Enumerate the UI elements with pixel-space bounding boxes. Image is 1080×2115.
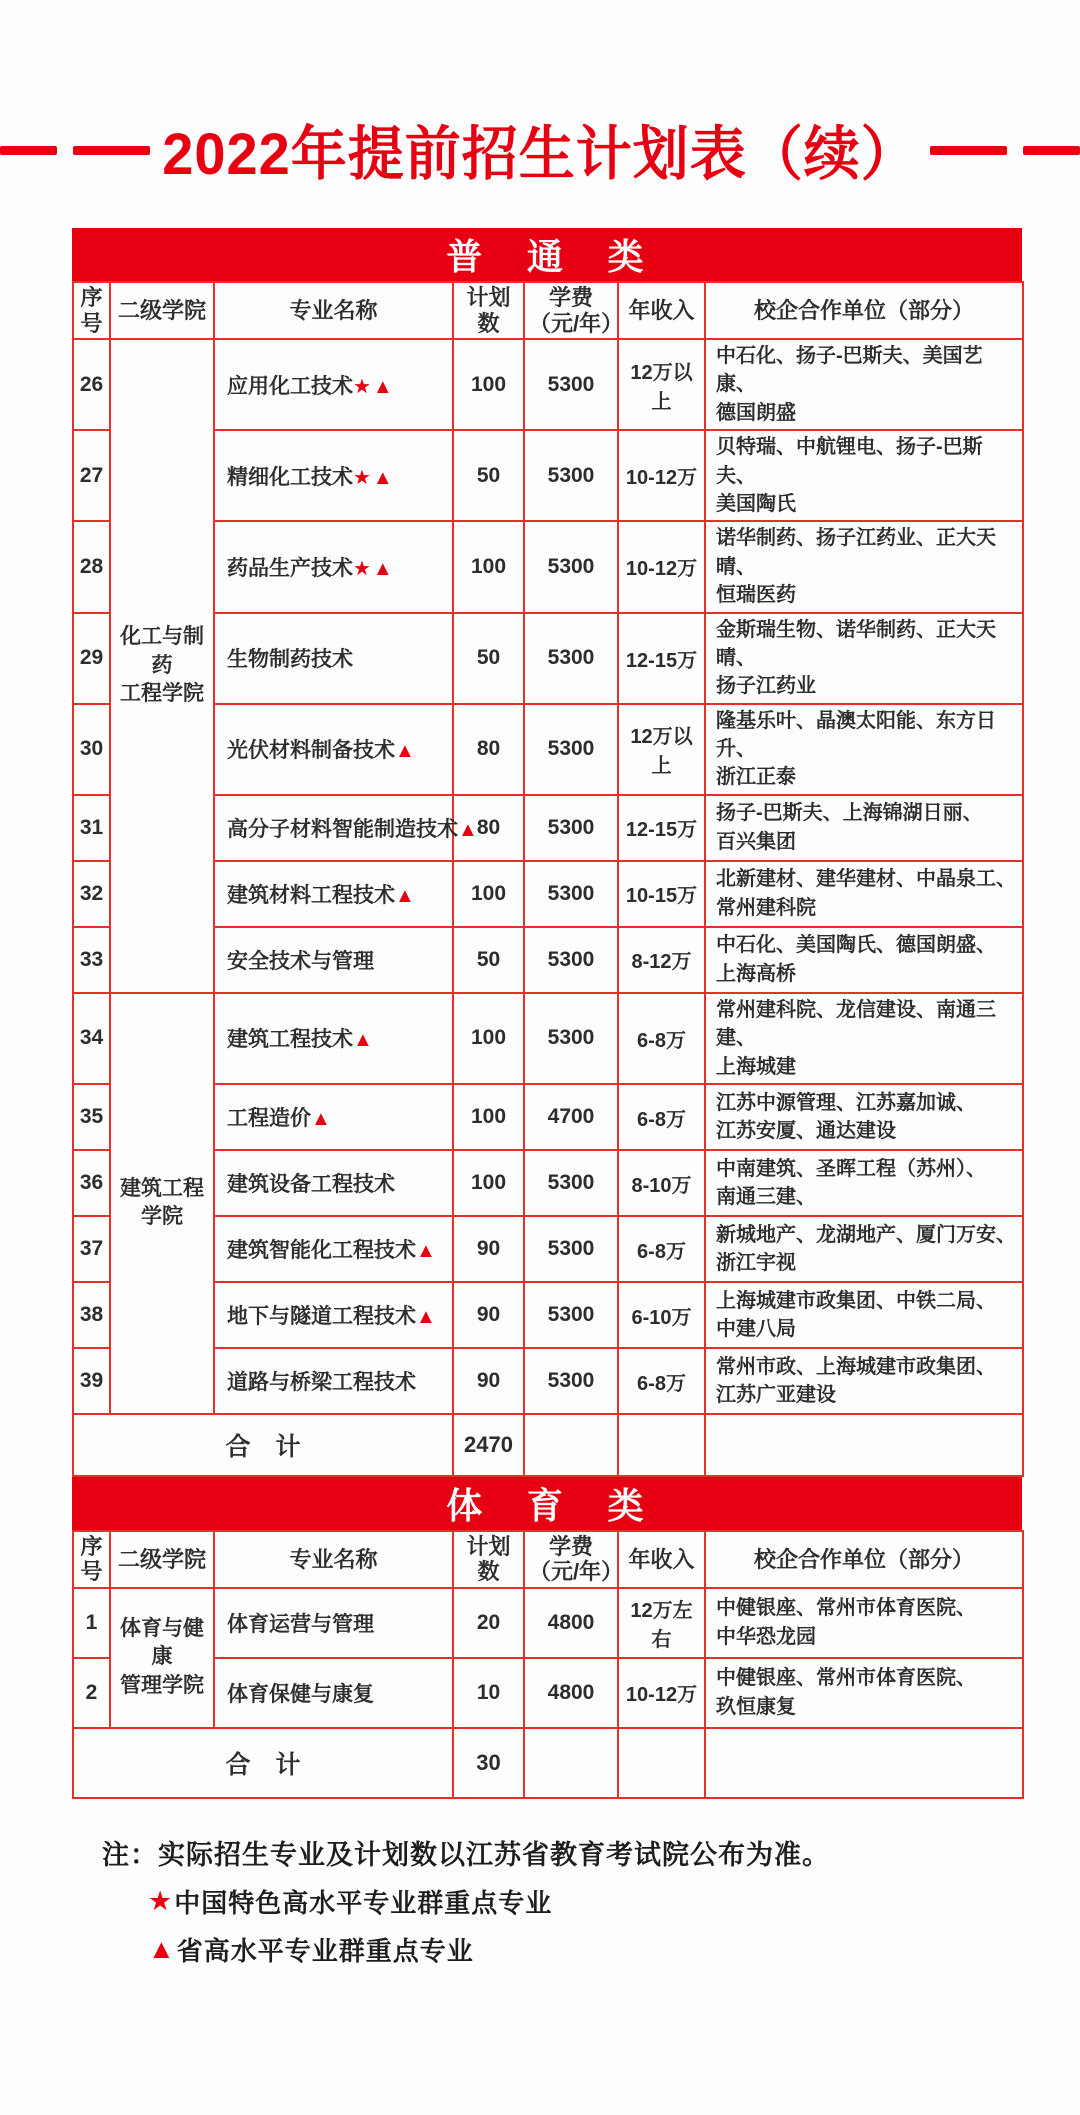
column-header-line: 校企合作单位（部分） xyxy=(753,1546,974,1572)
major-name: 精细化工技术 xyxy=(227,465,353,489)
title-dash-left-outer xyxy=(0,146,57,155)
major-key-marks: ▲ xyxy=(395,740,417,763)
major-cell xyxy=(214,521,453,612)
college-cell xyxy=(110,339,214,993)
income-cell: 12-15万 xyxy=(618,613,705,704)
major-name: 体育保健与康复 xyxy=(227,1682,374,1706)
column-header xyxy=(618,282,705,339)
major-name: 建筑设备工程技术 xyxy=(227,1173,395,1197)
tuition-cell: 4700 xyxy=(524,1084,618,1150)
major-key-marks: ▲ xyxy=(395,884,417,907)
table-row xyxy=(73,1216,1023,1282)
income-cell: 6-8万 xyxy=(618,1216,705,1282)
major-name: 高分子材料智能制造技术 xyxy=(227,817,458,841)
plan-cell: 50 xyxy=(453,927,524,993)
column-header-line: 校企合作单位（部分） xyxy=(753,297,974,323)
plan-cell: 80 xyxy=(453,704,524,795)
tuition-cell: 5300 xyxy=(524,1216,618,1282)
major-cell xyxy=(214,1150,453,1216)
partners-line: 中健银座、常州市体育医院、 xyxy=(716,1667,976,1690)
triangle-icon: ▲ xyxy=(148,1933,175,1964)
column-header-line: 序号 xyxy=(80,285,103,336)
major-name: 工程造价 xyxy=(227,1107,311,1131)
tuition-cell: 5300 xyxy=(524,521,618,612)
income-cell: 8-10万 xyxy=(618,1150,705,1216)
partners-line: 恒瑞医药 xyxy=(716,584,796,607)
tuition-cell: 4800 xyxy=(524,1588,618,1658)
column-header xyxy=(524,282,624,339)
plan-cell: 50 xyxy=(453,430,524,521)
partners-cell xyxy=(705,993,1023,1084)
partners-line: 中石化、扬子-巴斯夫、美国艺康、 xyxy=(716,345,983,396)
total-label-cell: 合 计 xyxy=(73,1414,453,1476)
partners-line: 上海城建 xyxy=(716,1055,796,1078)
column-header-line: （元/年） xyxy=(529,1559,624,1585)
tuition-cell: 4800 xyxy=(524,1658,618,1728)
partners-cell xyxy=(705,613,1023,704)
column-header-line: 二级学院 xyxy=(117,1546,206,1572)
plan-cell: 100 xyxy=(453,993,524,1084)
partners-cell xyxy=(705,704,1023,795)
partners-line: 常州市政、上海城建市政集团、 xyxy=(716,1355,996,1378)
column-header xyxy=(705,282,1023,339)
title-dash-left-inner xyxy=(73,146,150,155)
partners-line: 中健银座、常州市体育医院、 xyxy=(716,1597,976,1620)
partners-cell xyxy=(705,430,1023,521)
total-row xyxy=(73,1728,1023,1798)
partners-line: 扬子江药业 xyxy=(716,675,816,698)
seq-cell: 30 xyxy=(73,704,110,795)
college-line: 工程学院 xyxy=(120,682,204,706)
title-dash-right-outer xyxy=(1023,146,1080,155)
major-key-marks: ▲ xyxy=(353,1029,375,1052)
plan-cell: 90 xyxy=(453,1216,524,1282)
plan-cell: 100 xyxy=(453,861,524,927)
partners-line: 浙江正泰 xyxy=(716,766,796,789)
seq-cell: 39 xyxy=(73,1348,110,1414)
seq-cell: 36 xyxy=(73,1150,110,1216)
major-cell xyxy=(214,795,480,861)
tuition-cell: 5300 xyxy=(524,993,618,1084)
tuition-cell: 5300 xyxy=(524,339,618,430)
partners-line: 中南建筑、圣晖工程（苏州）、 xyxy=(716,1157,986,1180)
table-row xyxy=(73,1150,1023,1216)
plan-cell: 50 xyxy=(453,613,524,704)
major-name: 建筑工程技术 xyxy=(227,1028,353,1052)
column-header xyxy=(705,1531,1023,1588)
table-body xyxy=(73,1588,1023,1798)
college-line: 体育与健康 xyxy=(120,1617,204,1669)
major-key-marks: ▲ xyxy=(458,818,480,841)
table-row xyxy=(73,704,1023,795)
major-name: 药品生产技术 xyxy=(227,556,353,580)
major-cell xyxy=(214,861,453,927)
table-row xyxy=(73,1282,1023,1348)
major-name: 生物制药技术 xyxy=(227,648,353,672)
partners-line: 百兴集团 xyxy=(716,830,796,853)
major-cell xyxy=(214,339,453,430)
income-cell: 6-10万 xyxy=(618,1282,705,1348)
partners-cell xyxy=(705,1658,1023,1728)
major-key-marks: ★▲ xyxy=(353,466,395,489)
partners-line: 北新建材、建华建材、中晶泉工、 xyxy=(716,868,1016,891)
college-cell xyxy=(110,1588,214,1728)
table-row xyxy=(73,339,1023,430)
income-cell: 10-12万 xyxy=(618,521,705,612)
plan-cell: 100 xyxy=(453,521,524,612)
partners-line: 常州建科院、龙信建设、南通三建、 xyxy=(716,998,996,1050)
empty-cell xyxy=(618,1728,705,1798)
partners-line: 隆基乐叶、晶澳太阳能、东方日升、 xyxy=(716,709,996,761)
college-line: 化工与制药 xyxy=(120,625,204,677)
empty-cell xyxy=(705,1728,1023,1798)
partners-line: 江苏广亚建设 xyxy=(716,1384,836,1407)
column-header xyxy=(73,282,110,339)
major-name: 建筑材料工程技术 xyxy=(227,883,395,907)
partners-line: 南通三建、 xyxy=(716,1186,816,1209)
partners-cell xyxy=(705,1216,1023,1282)
note-triangle-legend: 省高水平专业群重点专业 xyxy=(176,1935,474,1966)
partners-cell xyxy=(705,927,1023,993)
column-header-line: 计划数 xyxy=(466,1534,511,1585)
column-header xyxy=(524,1531,624,1588)
partners-cell xyxy=(705,1588,1023,1658)
empty-cell xyxy=(524,1728,618,1798)
partners-cell xyxy=(705,795,1023,861)
major-cell xyxy=(214,1348,453,1414)
table-row xyxy=(73,1348,1023,1414)
major-cell xyxy=(214,1084,453,1150)
column-header xyxy=(214,1531,453,1588)
column-header-line: 学费 xyxy=(548,285,593,311)
header-row xyxy=(73,282,1023,339)
column-header xyxy=(453,282,524,339)
income-cell: 6-8万 xyxy=(618,1348,705,1414)
partners-cell xyxy=(705,861,1023,927)
footer-notes xyxy=(102,1833,1080,1968)
seq-cell: 37 xyxy=(73,1216,110,1282)
table-row xyxy=(73,1084,1023,1150)
column-header-line: 年收入 xyxy=(628,1546,695,1572)
tuition-cell: 5300 xyxy=(524,704,618,795)
table-row xyxy=(73,795,1023,861)
column-header xyxy=(110,1531,214,1588)
major-cell xyxy=(214,927,453,993)
total-value-cell: 2470 xyxy=(453,1414,524,1476)
college-cell xyxy=(110,993,214,1414)
partners-line: 江苏安厦、通达建设 xyxy=(716,1120,896,1143)
seq-cell: 28 xyxy=(73,521,110,612)
plan-cell: 100 xyxy=(453,1084,524,1150)
income-cell: 10-15万 xyxy=(618,861,705,927)
normal-category-table xyxy=(72,281,1024,1477)
sports-category-table xyxy=(72,1530,1024,1799)
partners-line: 中建八局 xyxy=(716,1318,796,1341)
table-row xyxy=(73,861,1023,927)
plan-cell: 90 xyxy=(453,1282,524,1348)
major-cell xyxy=(214,1282,453,1348)
partners-cell xyxy=(705,1282,1023,1348)
table-row xyxy=(73,1588,1023,1658)
seq-cell: 1 xyxy=(73,1588,110,1658)
column-header-line: 专业名称 xyxy=(289,297,378,323)
seq-cell: 35 xyxy=(73,1084,110,1150)
major-name: 安全技术与管理 xyxy=(227,949,374,973)
major-name: 道路与桥梁工程技术 xyxy=(227,1371,416,1395)
seq-cell: 26 xyxy=(73,339,110,430)
seq-cell: 34 xyxy=(73,993,110,1084)
income-cell: 8-12万 xyxy=(618,927,705,993)
table-row xyxy=(73,1658,1023,1728)
column-header-line: 序号 xyxy=(80,1534,103,1585)
major-name: 建筑智能化工程技术 xyxy=(227,1239,416,1263)
star-icon: ★ xyxy=(148,1885,173,1916)
table-body xyxy=(73,339,1023,1476)
note-star-legend: 中国特色高水平专业群重点专业 xyxy=(174,1887,553,1918)
column-header-line: 专业名称 xyxy=(289,1546,378,1572)
college-line: 管理学院 xyxy=(120,1673,204,1697)
title-row xyxy=(0,116,1080,187)
table-row xyxy=(73,927,1023,993)
partners-line: 上海城建市政集团、中铁二局、 xyxy=(716,1289,996,1312)
income-cell: 12万以上 xyxy=(618,339,705,430)
section-banner-normal: 普 通 类 xyxy=(72,228,1022,281)
column-header-line: 二级学院 xyxy=(117,297,206,323)
partners-line: 新城地产、龙湖地产、厦门万安、 xyxy=(716,1223,1016,1246)
income-cell: 10-12万 xyxy=(618,1658,705,1728)
partners-line: 常州建科院 xyxy=(716,896,816,919)
income-cell: 6-8万 xyxy=(618,993,705,1084)
table-header xyxy=(73,1531,1023,1588)
college-line: 建筑工程 xyxy=(120,1177,204,1201)
column-header-line: 计划数 xyxy=(466,285,511,336)
seq-cell: 32 xyxy=(73,861,110,927)
major-cell xyxy=(214,1588,453,1658)
major-key-marks: ★▲ xyxy=(353,557,395,580)
major-cell xyxy=(214,993,453,1084)
partners-line: 诺华制药、扬子江药业、正大天晴、 xyxy=(716,527,996,578)
income-cell: 12万以上 xyxy=(618,704,705,795)
major-cell xyxy=(214,704,453,795)
empty-cell xyxy=(705,1414,1023,1476)
seq-cell: 38 xyxy=(73,1282,110,1348)
partners-cell xyxy=(705,1348,1023,1414)
partners-line: 金斯瑞生物、诺华制药、正大天晴、 xyxy=(716,618,996,669)
partners-line: 德国朗盛 xyxy=(716,401,796,424)
seq-cell: 29 xyxy=(73,613,110,704)
major-key-marks: ▲ xyxy=(311,1108,333,1131)
tuition-cell: 5300 xyxy=(524,861,618,927)
major-cell xyxy=(214,1658,453,1728)
plan-cell: 20 xyxy=(453,1588,524,1658)
partners-line: 扬子-巴斯夫、上海锦湖日丽、 xyxy=(716,802,983,825)
partners-cell xyxy=(705,339,1023,430)
seq-cell: 33 xyxy=(73,927,110,993)
note-disclaimer: 注：实际招生专业及计划数以江苏省教育考试院公布为准。 xyxy=(102,1839,830,1870)
partners-cell xyxy=(705,1084,1023,1150)
empty-cell xyxy=(618,1414,705,1476)
empty-cell xyxy=(524,1414,618,1476)
section-banner-sports: 体 育 类 xyxy=(72,1477,1022,1530)
income-cell: 6-8万 xyxy=(618,1084,705,1150)
tuition-cell: 5300 xyxy=(524,795,618,861)
column-header xyxy=(453,1531,524,1588)
plan-cell: 100 xyxy=(453,1150,524,1216)
partners-line: 美国陶氏 xyxy=(716,492,796,515)
major-cell xyxy=(214,613,453,704)
tuition-cell: 5300 xyxy=(524,927,618,993)
tuition-cell: 5300 xyxy=(524,613,618,704)
title-dash-right-inner xyxy=(930,146,1007,155)
income-cell: 10-12万 xyxy=(618,430,705,521)
seq-cell: 2 xyxy=(73,1658,110,1728)
partners-line: 浙江宇视 xyxy=(716,1252,796,1275)
major-name: 体育运营与管理 xyxy=(227,1612,374,1636)
tuition-cell: 5300 xyxy=(524,430,618,521)
seq-cell: 27 xyxy=(73,430,110,521)
income-cell: 12-15万 xyxy=(618,795,705,861)
tuition-cell: 5300 xyxy=(524,1282,618,1348)
table-row xyxy=(73,613,1023,704)
plan-cell: 80 xyxy=(453,795,524,861)
column-header xyxy=(73,1531,110,1588)
partners-line: 上海高桥 xyxy=(716,962,796,985)
column-header-line: 年收入 xyxy=(628,297,695,323)
partners-line: 玖恒康复 xyxy=(716,1695,796,1718)
major-cell xyxy=(214,430,453,521)
header-row xyxy=(73,1531,1023,1588)
tuition-cell: 5300 xyxy=(524,1150,618,1216)
major-name: 应用化工技术 xyxy=(227,374,353,398)
column-header xyxy=(214,282,453,339)
partners-line: 江苏中源管理、江苏嘉加诚、 xyxy=(716,1091,976,1114)
total-label-cell: 合 计 xyxy=(73,1728,453,1798)
column-header xyxy=(110,282,214,339)
table-row xyxy=(73,430,1023,521)
major-name: 光伏材料制备技术 xyxy=(227,739,395,763)
plan-cell: 100 xyxy=(453,339,524,430)
plan-cell: 90 xyxy=(453,1348,524,1414)
table-row xyxy=(73,521,1023,612)
page-title: 2022年提前招生计划表（续） xyxy=(162,120,918,187)
major-cell xyxy=(214,1216,453,1282)
column-header-line: 学费 xyxy=(548,1534,593,1560)
seq-cell: 31 xyxy=(73,795,110,861)
income-cell: 12万左右 xyxy=(618,1588,705,1658)
major-key-marks: ★▲ xyxy=(353,375,395,398)
total-row xyxy=(73,1414,1023,1476)
section-normal xyxy=(72,228,1022,1477)
tuition-cell: 5300 xyxy=(524,1348,618,1414)
partners-cell xyxy=(705,1150,1023,1216)
major-key-marks: ▲ xyxy=(416,1240,438,1263)
major-name: 地下与隧道工程技术 xyxy=(227,1305,416,1329)
total-value-cell: 30 xyxy=(453,1728,524,1798)
partners-cell xyxy=(705,521,1023,612)
major-key-marks: ▲ xyxy=(416,1306,438,1329)
column-header-line: （元/年） xyxy=(529,310,624,336)
column-header xyxy=(618,1531,705,1588)
college-line: 学院 xyxy=(141,1205,183,1229)
plan-cell: 10 xyxy=(453,1658,524,1728)
table-row xyxy=(73,993,1023,1084)
partners-line: 贝特瑞、中航锂电、扬子-巴斯夫、 xyxy=(716,436,983,487)
partners-line: 中石化、美国陶氏、德国朗盛、 xyxy=(716,934,996,957)
partners-line: 中华恐龙园 xyxy=(716,1625,816,1648)
section-sports xyxy=(72,1477,1022,1799)
table-header xyxy=(73,282,1023,339)
